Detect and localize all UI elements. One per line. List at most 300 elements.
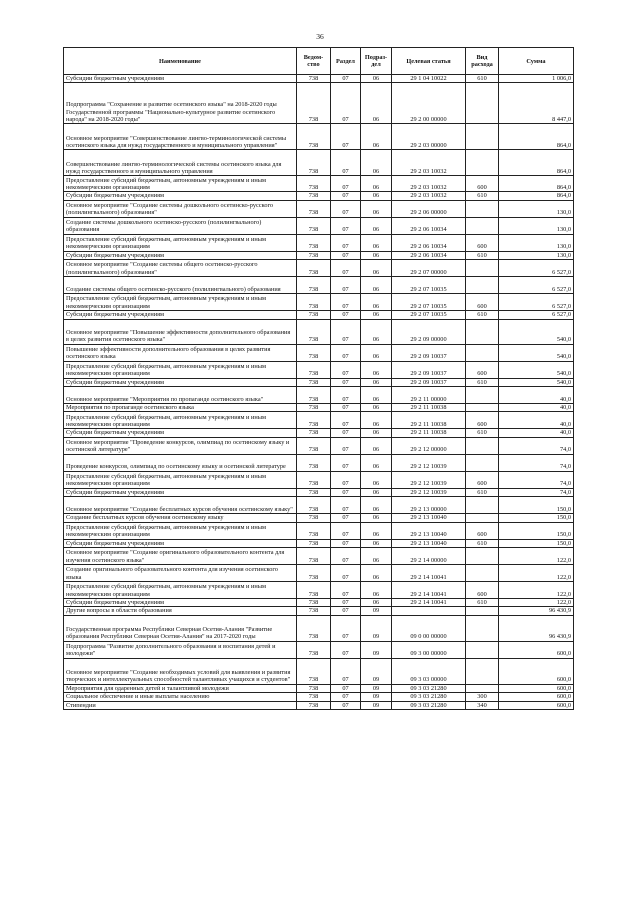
table-row	[64, 319, 574, 344]
cell-name: Основное мероприятие "Проведение конкурсов, олимпиад по осетинскому языку и осетинской литературе"	[64, 437, 297, 454]
table-row	[64, 251, 574, 259]
cell-ved: 738	[297, 412, 331, 429]
cell-name: Субсидии бюджетным учреждениям	[64, 75, 297, 83]
cell-vr: 600	[466, 294, 499, 311]
cell-razdel: 07	[331, 539, 361, 547]
table-row	[64, 361, 574, 378]
cell-cs: 29 2 09 00000	[392, 319, 466, 344]
cell-sum: 864,0	[499, 124, 574, 150]
header-sum: Сумма	[499, 48, 574, 75]
cell-sum: 40,0	[499, 412, 574, 429]
cell-razdel: 07	[331, 693, 361, 701]
cell-vr: 340	[466, 701, 499, 709]
table-row	[64, 471, 574, 488]
cell-podrazdel: 06	[361, 522, 392, 539]
cell-cs: 29 2 00 00000	[392, 83, 466, 124]
cell-cs: 09 3 03 21280	[392, 701, 466, 709]
header-podrazdel: Подраз-дел	[361, 48, 392, 75]
cell-vr	[466, 200, 499, 217]
cell-sum: 130,0	[499, 217, 574, 234]
cell-name: Основное мероприятие "Совершенствование лингво-терминологической системы осетинского языка для нужд государственного и муниципального управления"	[64, 124, 297, 150]
cell-razdel: 07	[331, 412, 361, 429]
cell-name: Субсидии бюджетным учреждениям	[64, 599, 297, 607]
cell-sum: 6 527,0	[499, 277, 574, 294]
cell-ved: 738	[297, 488, 331, 496]
cell-name: Субсидии бюджетным учреждениям	[64, 539, 297, 547]
cell-vr	[466, 454, 499, 471]
cell-cs: 29 2 07 10035	[392, 311, 466, 319]
header-vr: Вид расхода	[466, 48, 499, 75]
cell-ved: 738	[297, 471, 331, 488]
cell-podrazdel: 06	[361, 454, 392, 471]
cell-razdel: 07	[331, 582, 361, 599]
cell-ved: 738	[297, 514, 331, 522]
table-row	[64, 565, 574, 582]
cell-vr: 610	[466, 599, 499, 607]
cell-name: Государственная программа Республики Северная Осетия-Алания "Развитие образования Республики Северная Осетия-Алания" на 2017-2020 годы	[64, 615, 297, 641]
cell-razdel: 07	[331, 514, 361, 522]
cell-podrazdel: 06	[361, 429, 392, 437]
cell-sum: 96 430,9	[499, 607, 574, 615]
cell-sum: 130,0	[499, 251, 574, 259]
cell-name: Основное мероприятие "Повышение эффективности дополнительного образования в целях развития осетинского языка"	[64, 319, 297, 344]
cell-vr	[466, 514, 499, 522]
cell-vr: 600	[466, 234, 499, 251]
cell-sum: 600,0	[499, 684, 574, 692]
cell-sum: 540,0	[499, 378, 574, 386]
table-body	[64, 75, 574, 710]
table-row	[64, 277, 574, 294]
cell-ved: 738	[297, 693, 331, 701]
cell-vr: 300	[466, 693, 499, 701]
cell-razdel: 07	[331, 599, 361, 607]
table-row	[64, 658, 574, 684]
cell-sum: 600,0	[499, 658, 574, 684]
cell-ved: 738	[297, 176, 331, 192]
cell-cs: 29 2 11 10038	[392, 412, 466, 429]
cell-podrazdel: 06	[361, 75, 392, 83]
cell-name: Создание бесплатных курсов обучения осетинскому языку	[64, 514, 297, 522]
cell-ved: 738	[297, 404, 331, 412]
cell-razdel: 07	[331, 548, 361, 565]
cell-razdel: 07	[331, 75, 361, 83]
cell-name: Субсидии бюджетным учреждениям	[64, 311, 297, 319]
cell-vr	[466, 497, 499, 514]
cell-ved: 738	[297, 437, 331, 454]
cell-name: Мероприятия для одаренных детей и талантливой молодежи	[64, 684, 297, 692]
cell-razdel: 07	[331, 684, 361, 692]
cell-ved: 738	[297, 234, 331, 251]
cell-ved: 738	[297, 294, 331, 311]
cell-razdel: 07	[331, 701, 361, 709]
cell-name: Предоставление субсидий бюджетным, автономным учреждениям и иным некоммерческим организациям	[64, 361, 297, 378]
cell-razdel: 07	[331, 387, 361, 404]
cell-name: Предоставление субсидий бюджетным, автономным учреждениям и иным некоммерческим организациям	[64, 582, 297, 599]
table-row	[64, 497, 574, 514]
cell-name: Основное мероприятие "Мероприятия по пропаганде осетинского языка"	[64, 387, 297, 404]
cell-ved: 738	[297, 684, 331, 692]
cell-podrazdel: 06	[361, 311, 392, 319]
cell-cs: 29 2 03 10032	[392, 150, 466, 176]
cell-sum: 150,0	[499, 522, 574, 539]
cell-vr	[466, 404, 499, 412]
cell-razdel: 07	[331, 234, 361, 251]
cell-ved: 738	[297, 607, 331, 615]
cell-razdel: 07	[331, 260, 361, 277]
cell-sum: 150,0	[499, 539, 574, 547]
cell-podrazdel: 09	[361, 658, 392, 684]
cell-sum: 40,0	[499, 404, 574, 412]
cell-cs: 29 2 07 10035	[392, 294, 466, 311]
cell-ved: 738	[297, 615, 331, 641]
table-row	[64, 200, 574, 217]
cell-razdel: 07	[331, 200, 361, 217]
cell-ved: 738	[297, 658, 331, 684]
cell-vr	[466, 607, 499, 615]
cell-name: Субсидии бюджетным учреждениям	[64, 429, 297, 437]
cell-vr: 600	[466, 361, 499, 378]
cell-ved: 738	[297, 701, 331, 709]
cell-name: Предоставление субсидий бюджетным, автономным учреждениям и иным некоммерческим организациям	[64, 234, 297, 251]
cell-razdel: 07	[331, 83, 361, 124]
cell-razdel: 07	[331, 294, 361, 311]
cell-name: Предоставление субсидий бюджетным, автономным учреждениям и иным некоммерческим организациям	[64, 176, 297, 192]
cell-podrazdel: 06	[361, 234, 392, 251]
cell-razdel: 07	[331, 251, 361, 259]
cell-podrazdel: 06	[361, 497, 392, 514]
cell-vr	[466, 684, 499, 692]
cell-ved: 738	[297, 75, 331, 83]
cell-razdel: 07	[331, 429, 361, 437]
cell-razdel: 07	[331, 658, 361, 684]
table-row	[64, 548, 574, 565]
cell-name: Основное мероприятие "Создание оригинального образовательного контента для изучения осетинского языка"	[64, 548, 297, 565]
cell-podrazdel: 06	[361, 277, 392, 294]
cell-cs: 29 2 14 10041	[392, 582, 466, 599]
cell-razdel: 07	[331, 277, 361, 294]
table-row	[64, 599, 574, 607]
cell-name: Основное мероприятие "Создание системы дошкольного осетинско-русского (полилингвального) образования"	[64, 200, 297, 217]
cell-podrazdel: 06	[361, 344, 392, 361]
table-row	[64, 387, 574, 404]
table-row	[64, 514, 574, 522]
header-razdel: Раздел	[331, 48, 361, 75]
cell-name: Подпрограмма "Развитие дополнительного образования и воспитания детей и молодежи"	[64, 641, 297, 658]
cell-cs: 29 2 13 10040	[392, 514, 466, 522]
cell-sum: 130,0	[499, 234, 574, 251]
cell-name: Основное мероприятие "Создание системы общего осетинско-русского (полилингвального) образования"	[64, 260, 297, 277]
cell-vr: 610	[466, 488, 499, 496]
cell-sum: 74,0	[499, 488, 574, 496]
cell-podrazdel: 06	[361, 378, 392, 386]
cell-ved: 738	[297, 251, 331, 259]
cell-razdel: 07	[331, 404, 361, 412]
cell-vr	[466, 387, 499, 404]
cell-sum: 864,0	[499, 176, 574, 192]
cell-cs: 29 2 13 00000	[392, 497, 466, 514]
table-row	[64, 488, 574, 496]
cell-sum: 6 527,0	[499, 311, 574, 319]
cell-sum: 864,0	[499, 150, 574, 176]
cell-cs: 29 2 09 10037	[392, 378, 466, 386]
cell-vr: 610	[466, 251, 499, 259]
table-row	[64, 234, 574, 251]
cell-cs: 29 2 06 00000	[392, 200, 466, 217]
table-row	[64, 412, 574, 429]
cell-ved: 738	[297, 378, 331, 386]
cell-cs: 09 3 03 21280	[392, 693, 466, 701]
cell-vr	[466, 565, 499, 582]
cell-vr: 600	[466, 176, 499, 192]
cell-ved: 738	[297, 582, 331, 599]
cell-name: Мероприятия по пропаганде осетинского языка	[64, 404, 297, 412]
table-row	[64, 294, 574, 311]
cell-sum: 864,0	[499, 192, 574, 200]
cell-sum: 8 447,0	[499, 83, 574, 124]
table-row	[64, 124, 574, 150]
cell-sum: 74,0	[499, 471, 574, 488]
cell-name: Повышение эффективности дополнительного образования в целях развития осетинского языка	[64, 344, 297, 361]
cell-vr: 610	[466, 192, 499, 200]
cell-vr	[466, 344, 499, 361]
table-row	[64, 217, 574, 234]
cell-razdel: 07	[331, 471, 361, 488]
cell-vr: 610	[466, 378, 499, 386]
table-row	[64, 539, 574, 547]
cell-cs: 09 3 03 00000	[392, 658, 466, 684]
header-name: Наименование	[64, 48, 297, 75]
cell-podrazdel: 06	[361, 599, 392, 607]
cell-vr	[466, 260, 499, 277]
cell-ved: 738	[297, 83, 331, 124]
cell-ved: 738	[297, 387, 331, 404]
cell-ved: 738	[297, 361, 331, 378]
cell-ved: 738	[297, 260, 331, 277]
table-row	[64, 522, 574, 539]
cell-razdel: 07	[331, 615, 361, 641]
cell-vr: 610	[466, 429, 499, 437]
cell-podrazdel: 09	[361, 684, 392, 692]
cell-razdel: 07	[331, 319, 361, 344]
cell-razdel: 07	[331, 311, 361, 319]
cell-sum: 74,0	[499, 454, 574, 471]
cell-ved: 738	[297, 599, 331, 607]
cell-cs: 29 2 03 00000	[392, 124, 466, 150]
cell-podrazdel: 06	[361, 514, 392, 522]
cell-vr	[466, 615, 499, 641]
cell-podrazdel: 06	[361, 488, 392, 496]
cell-sum: 540,0	[499, 319, 574, 344]
cell-razdel: 07	[331, 217, 361, 234]
table-row	[64, 701, 574, 709]
cell-podrazdel: 09	[361, 615, 392, 641]
cell-sum: 96 430,9	[499, 615, 574, 641]
cell-razdel: 07	[331, 454, 361, 471]
cell-cs: 09 3 00 00000	[392, 641, 466, 658]
table-row	[64, 176, 574, 192]
cell-vr	[466, 217, 499, 234]
cell-podrazdel: 06	[361, 565, 392, 582]
table-row	[64, 150, 574, 176]
cell-ved: 738	[297, 539, 331, 547]
cell-name: Субсидии бюджетным учреждениям	[64, 251, 297, 259]
cell-name: Субсидии бюджетным учреждениям	[64, 378, 297, 386]
cell-razdel: 07	[331, 497, 361, 514]
cell-name: Подпрограмма "Сохранение и развитие осетинского языка" на 2018-2020 годы Государственной программы "Национально-культурное развитие осетинского народа" на 2018-2020 годы"	[64, 83, 297, 124]
cell-sum: 6 527,0	[499, 294, 574, 311]
table-row	[64, 454, 574, 471]
table-row	[64, 260, 574, 277]
cell-name: Предоставление субсидий бюджетным, автономным учреждениям и иным некоммерческим организациям	[64, 471, 297, 488]
cell-sum: 6 527,0	[499, 260, 574, 277]
cell-podrazdel: 09	[361, 607, 392, 615]
cell-podrazdel: 06	[361, 412, 392, 429]
cell-podrazdel: 06	[361, 437, 392, 454]
cell-podrazdel: 09	[361, 641, 392, 658]
cell-vr: 600	[466, 471, 499, 488]
cell-podrazdel: 06	[361, 260, 392, 277]
cell-cs: 09 0 00 00000	[392, 615, 466, 641]
cell-name: Совершенствование лингво-терминологической системы осетинского языка для нужд государственного и муниципального управления	[64, 150, 297, 176]
budget-table	[63, 47, 574, 710]
cell-podrazdel: 06	[361, 83, 392, 124]
cell-cs: 29 2 12 10039	[392, 488, 466, 496]
cell-cs: 29 1 04 10022	[392, 75, 466, 83]
cell-name: Предоставление субсидий бюджетным, автономным учреждениям и иным некоммерческим организациям	[64, 294, 297, 311]
cell-cs: 29 2 07 00000	[392, 260, 466, 277]
cell-ved: 738	[297, 217, 331, 234]
table-row	[64, 344, 574, 361]
cell-cs: 29 2 12 00000	[392, 437, 466, 454]
cell-name: Основное мероприятие "Создание бесплатных курсов обучения осетинскому языку"	[64, 497, 297, 514]
table-row	[64, 684, 574, 692]
cell-name: Субсидии бюджетным учреждениям	[64, 488, 297, 496]
cell-name: Создание оригинального образовательного контента для изучения осетинского языка	[64, 565, 297, 582]
cell-sum: 600,0	[499, 701, 574, 709]
cell-vr: 610	[466, 75, 499, 83]
cell-cs: 29 2 07 10035	[392, 277, 466, 294]
cell-cs: 29 2 14 10041	[392, 565, 466, 582]
cell-sum: 122,0	[499, 565, 574, 582]
cell-razdel: 07	[331, 565, 361, 582]
cell-cs: 09 3 03 21280	[392, 684, 466, 692]
cell-podrazdel: 06	[361, 582, 392, 599]
cell-ved: 738	[297, 277, 331, 294]
cell-ved: 738	[297, 565, 331, 582]
cell-cs: 29 2 12 10039	[392, 471, 466, 488]
cell-razdel: 07	[331, 124, 361, 150]
cell-ved: 738	[297, 344, 331, 361]
cell-vr	[466, 150, 499, 176]
table-row	[64, 607, 574, 615]
cell-vr	[466, 319, 499, 344]
cell-podrazdel: 06	[361, 471, 392, 488]
cell-vr	[466, 124, 499, 150]
table-row	[64, 192, 574, 200]
cell-podrazdel: 06	[361, 294, 392, 311]
cell-ved: 738	[297, 429, 331, 437]
cell-razdel: 07	[331, 522, 361, 539]
cell-podrazdel: 06	[361, 387, 392, 404]
table-row	[64, 75, 574, 83]
cell-cs: 29 2 12 10039	[392, 454, 466, 471]
cell-razdel: 07	[331, 641, 361, 658]
cell-vr: 600	[466, 412, 499, 429]
cell-name: Стипендии	[64, 701, 297, 709]
cell-podrazdel: 06	[361, 217, 392, 234]
cell-ved: 738	[297, 641, 331, 658]
cell-vr	[466, 437, 499, 454]
cell-ved: 738	[297, 311, 331, 319]
table-row	[64, 693, 574, 701]
cell-razdel: 07	[331, 192, 361, 200]
cell-cs: 29 2 11 00000	[392, 387, 466, 404]
table-row	[64, 582, 574, 599]
table-row	[64, 83, 574, 124]
cell-sum: 600,0	[499, 641, 574, 658]
cell-cs: 29 2 06 10034	[392, 217, 466, 234]
table-row	[64, 404, 574, 412]
cell-cs: 29 2 11 10038	[392, 429, 466, 437]
cell-podrazdel: 06	[361, 539, 392, 547]
cell-name: Предоставление субсидий бюджетным, автономным учреждениям и иным некоммерческим организациям	[64, 522, 297, 539]
cell-ved: 738	[297, 192, 331, 200]
cell-sum: 600,0	[499, 693, 574, 701]
cell-vr: 610	[466, 311, 499, 319]
cell-vr	[466, 641, 499, 658]
cell-sum: 122,0	[499, 582, 574, 599]
cell-podrazdel: 09	[361, 693, 392, 701]
cell-name: Предоставление субсидий бюджетным, автономным учреждениям и иным некоммерческим организациям	[64, 412, 297, 429]
cell-razdel: 07	[331, 176, 361, 192]
cell-cs: 29 2 06 10034	[392, 234, 466, 251]
cell-sum: 1 006,0	[499, 75, 574, 83]
cell-podrazdel: 06	[361, 251, 392, 259]
cell-razdel: 07	[331, 150, 361, 176]
cell-ved: 738	[297, 124, 331, 150]
cell-podrazdel: 06	[361, 548, 392, 565]
table-row	[64, 615, 574, 641]
cell-name: Создание системы общего осетинско-русского (полилингвального) образования	[64, 277, 297, 294]
cell-sum: 150,0	[499, 497, 574, 514]
cell-razdel: 07	[331, 437, 361, 454]
cell-podrazdel: 06	[361, 319, 392, 344]
cell-vr: 610	[466, 539, 499, 547]
table-row	[64, 311, 574, 319]
cell-cs: 29 2 13 10040	[392, 522, 466, 539]
table-row	[64, 429, 574, 437]
cell-cs	[392, 607, 466, 615]
cell-ved: 738	[297, 150, 331, 176]
cell-razdel: 07	[331, 378, 361, 386]
cell-vr	[466, 548, 499, 565]
cell-sum: 540,0	[499, 361, 574, 378]
cell-ved: 738	[297, 548, 331, 565]
cell-cs: 29 2 14 00000	[392, 548, 466, 565]
table-header-row	[64, 48, 574, 75]
cell-vr	[466, 83, 499, 124]
cell-cs: 29 2 03 10032	[392, 176, 466, 192]
header-cs: Целевая статья	[392, 48, 466, 75]
cell-cs: 29 2 14 10041	[392, 599, 466, 607]
cell-name: Проведение конкурсов, олимпиад по осетинскому языку и осетинской литературе	[64, 454, 297, 471]
cell-razdel: 07	[331, 344, 361, 361]
cell-razdel: 07	[331, 607, 361, 615]
cell-vr	[466, 277, 499, 294]
cell-podrazdel: 06	[361, 150, 392, 176]
cell-podrazdel: 06	[361, 192, 392, 200]
cell-name: Создание системы дошкольного осетинско-русского (полилингвального) образования	[64, 217, 297, 234]
